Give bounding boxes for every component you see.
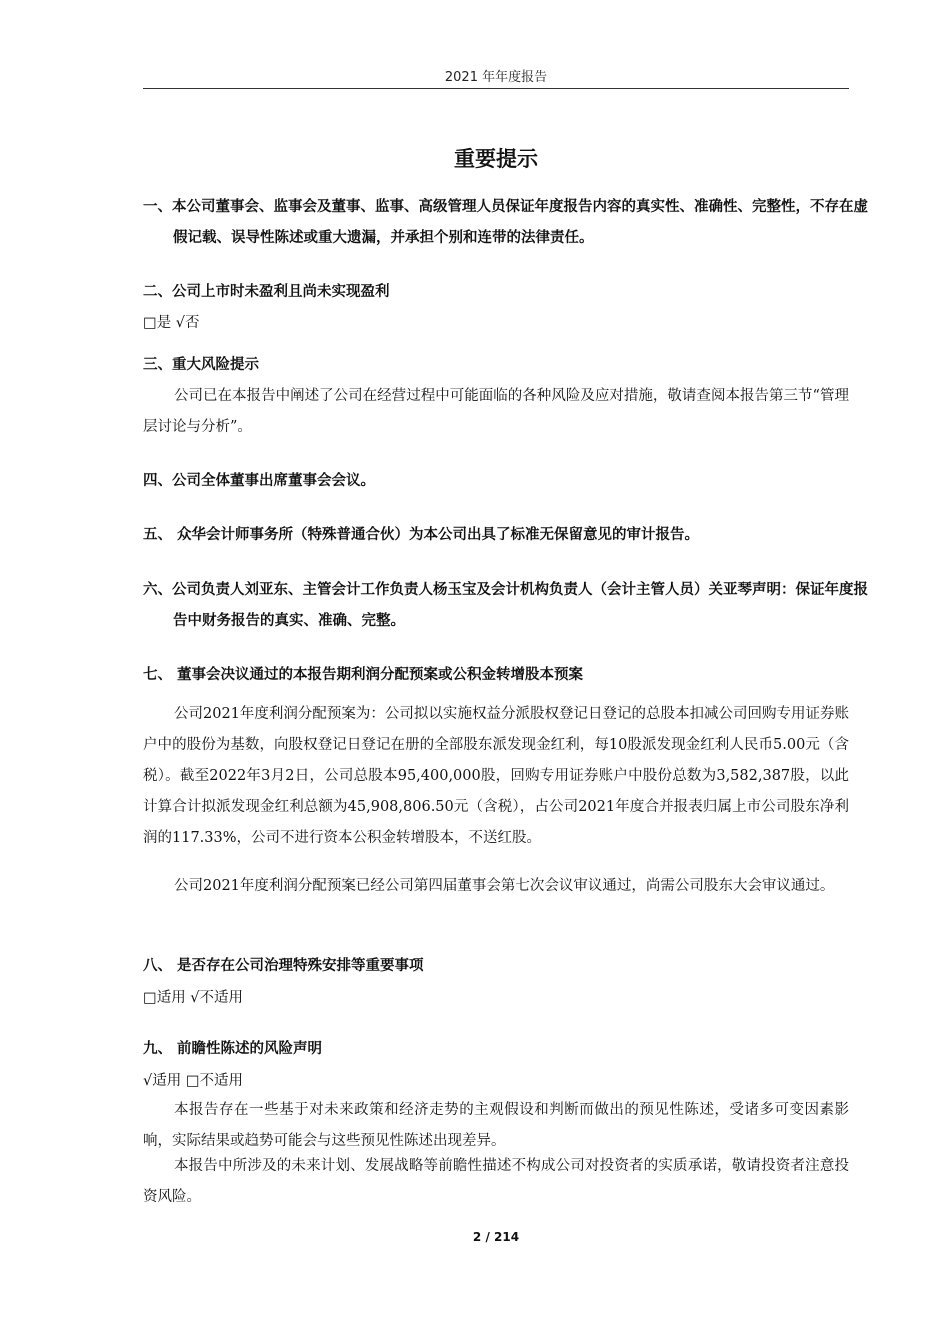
section-2-heading: 二、公司上市时未盈利且尚未实现盈利 xyxy=(143,284,390,300)
section-9-heading: 九、 前瞻性陈述的风险声明 xyxy=(143,1041,323,1057)
section-9-body-1: 本报告存在一些基于对未来政策和经济走势的主观假设和判断而做出的预见性陈述，受诸多可变因素影响，实际结果或趋势可能会与这些预见性陈述出现差异。 xyxy=(143,1102,849,1149)
section-5-heading: 五、 众华会计师事务所（特殊普通合伙）为本公司出具了标准无保留意见的审计报告。 xyxy=(143,527,700,543)
section-9-options: √适用 □不适用 xyxy=(143,1073,244,1089)
page-number: 2 / 214 xyxy=(472,1230,520,1244)
section-9-body-2: 本报告中所涉及的未来计划、发展战略等前瞻性描述不构成公司对投资者的实质承诺，敬请投资者注意投资风险。 xyxy=(143,1158,849,1205)
header-divider xyxy=(143,88,849,89)
section-3-body: 公司已在本报告中阐述了公司在经营过程中可能面临的各种风险及应对措施，敬请查阅本报告第三节“管理层讨论与分析”。 xyxy=(143,388,849,435)
section-6-heading: 六、公司负责人刘亚东、主管会计工作负责人杨玉宝及会计机构负责人（会计主管人员）关亚琴声明：保证年度报告中财务报告的真实、准确、完整。 xyxy=(143,582,868,629)
section-7-body-2: 公司2021年度利润分配预案已经公司第四届董事会第七次会议审议通过，尚需公司股东大会审议通过。 xyxy=(174,878,835,894)
page-title: 重要提示 xyxy=(454,147,538,171)
section-3-heading: 三、重大风险提示 xyxy=(143,357,259,373)
section-7-heading: 七、 董事会决议通过的本报告期利润分配预案或公积金转增股本预案 xyxy=(143,667,584,683)
section-8-heading: 八、 是否存在公司治理特殊安排等重要事项 xyxy=(143,958,424,974)
section-7-body-1: 公司2021年度利润分配预案为：公司拟以实施权益分派股权登记日登记的总股本扣减公司回购专用证券账户中的股份为基数，向股权登记日登记在册的全部股东派发现金红利，每10股派发现金红利人民币5.00元（含税）。截至2022年3月2日，公司总股本95,400,000股，回购专用证券账户中股份总数为3,582,387股，以此计算合计拟派发现金红利总额为45,908,806.50元（含税），占公司2021年度合并报表归属上市公司股东净利润的117.33%，公司不进行资本公积金转增股本，不送红股。 xyxy=(143,706,849,846)
section-4-heading: 四、公司全体董事出席董事会会议。 xyxy=(143,473,375,489)
section-1-heading: 一、本公司董事会、监事会及董事、监事、高级管理人员保证年度报告内容的真实性、准确性、完整性，不存在虚假记载、误导性陈述或重大遗漏，并承担个别和连带的法律责任。 xyxy=(143,199,868,246)
section-2-options: □是 √否 xyxy=(143,315,200,331)
section-8-options: □适用 √不适用 xyxy=(143,990,244,1006)
page-header: 2021 年年度报告 xyxy=(444,70,548,85)
